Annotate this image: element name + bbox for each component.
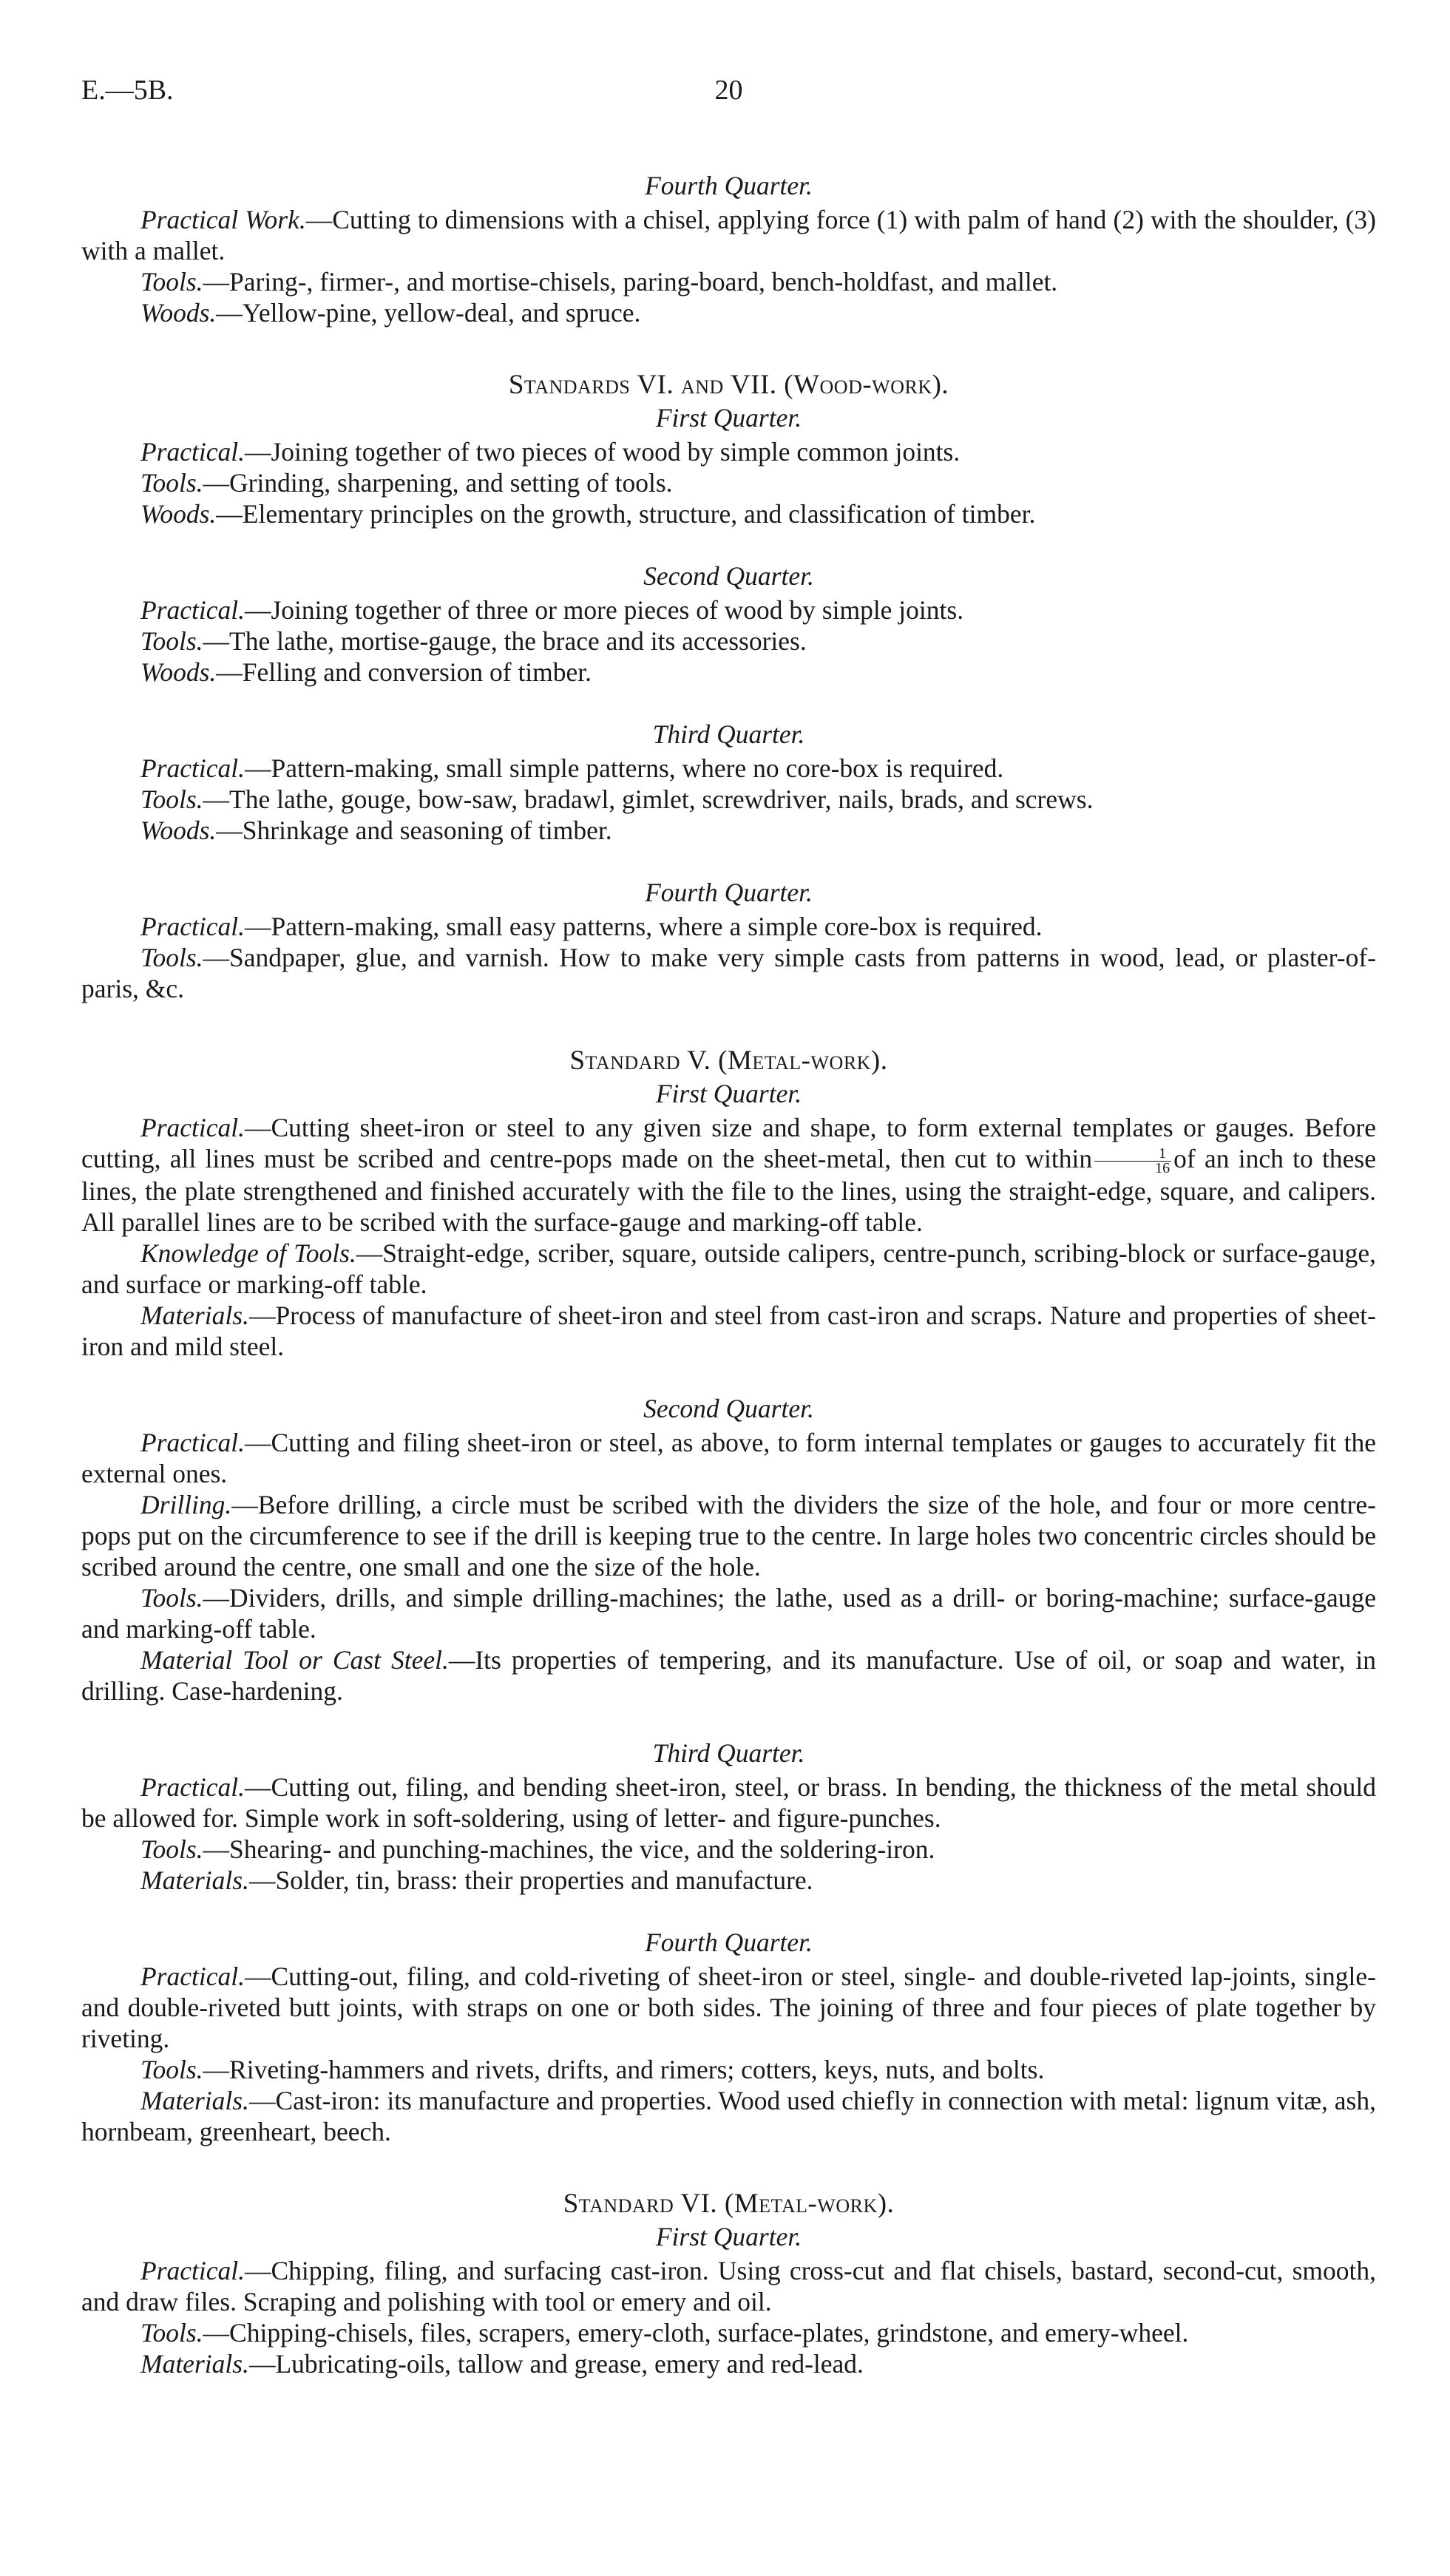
paragraph-text-continued: of an inch to these lines, the plate strengthened and finished accurately with the file to the lines, using the straight-edge, square, and calipers. All parallel lines are to be scribed with the surface-gauge and marking-off table. bbox=[81, 1144, 1376, 1238]
paragraph-lead: Woods. bbox=[140, 816, 217, 845]
paragraph-text: —Before drilling, a circle must be scribed with the dividers the size of the hole, and four or more centre-pops put on the circumference to see if the drill is keeping true to the centre. In large holes two concentric circles should be scribed around the centre, one small and one the size of the hole. bbox=[81, 1490, 1376, 1582]
paragraph-text: —Riveting-hammers and rivets, drifts, and rimers; cotters, keys, nuts, and bolts. bbox=[203, 2055, 1045, 2085]
paragraph-text: —Cutting to dimensions with a chisel, applying force (1) with palm of hand (2) with the shoulder, (3) with a mallet. bbox=[81, 205, 1376, 265]
section-paragraph bbox=[81, 2317, 1376, 2348]
paragraph-text: —Dividers, drills, and simple drilling-machines; the lathe, used as a drill- or boring-machine; surface-gauge and marking-off table. bbox=[81, 1583, 1376, 1644]
paragraph-lead: Practical. bbox=[140, 437, 245, 467]
document-body bbox=[81, 170, 1376, 2379]
quarter-heading: First Quarter. bbox=[655, 1079, 802, 1108]
section-paragraph bbox=[81, 436, 1376, 467]
section-paragraph bbox=[81, 266, 1376, 297]
section-paragraph bbox=[81, 2054, 1376, 2085]
section-paragraph bbox=[81, 204, 1376, 266]
paragraph-lead: Materials. bbox=[140, 1865, 249, 1896]
quarter-heading: Fourth Quarter. bbox=[645, 878, 813, 907]
section-paragraph bbox=[81, 1300, 1376, 1362]
section-paragraph bbox=[81, 626, 1376, 657]
paragraph-lead: Tools. bbox=[140, 468, 203, 498]
paragraph-text: —The lathe, gouge, bow-saw, bradawl, gimlet, screwdriver, nails, brads, and screws. bbox=[203, 784, 1094, 814]
section-paragraph bbox=[81, 753, 1376, 784]
section-paragraph bbox=[81, 2348, 1376, 2379]
paragraph-text: —Elementary principles on the growth, structure, and classification of timber. bbox=[216, 499, 1036, 529]
paragraph-text: —Chipping, filing, and surfacing cast-iron. Using cross-cut and flat chisels, bastard, second-cut, smooth, and draw files. Scraping and polishing with tool or emery and oil. bbox=[81, 2256, 1376, 2317]
paragraph-lead: Knowledge of Tools. bbox=[140, 1238, 356, 1269]
fraction-numerator: 1 bbox=[1094, 1147, 1171, 1162]
section-paragraph bbox=[81, 2085, 1376, 2147]
quarter-heading: First Quarter. bbox=[655, 403, 802, 433]
standard-heading: Standard VI. (Metal-work). bbox=[563, 2189, 895, 2220]
section-paragraph bbox=[81, 594, 1376, 626]
quarter-heading: Second Quarter. bbox=[643, 561, 814, 591]
paragraph-text: —Cutting and filing sheet-iron or steel, as above, to form internal templates or gauges to accurately fit the external ones. bbox=[81, 1428, 1376, 1489]
document-reference: E.—5B. bbox=[81, 75, 174, 106]
section-paragraph bbox=[81, 942, 1376, 1004]
paragraph-lead: Woods. bbox=[140, 657, 217, 687]
fraction-denominator: 16 bbox=[1155, 1160, 1170, 1177]
section-paragraph bbox=[81, 1489, 1376, 1582]
paragraph-lead: Material Tool or Cast Steel. bbox=[140, 1645, 449, 1675]
paragraph-text: —Lubricating-oils, tallow and grease, emery and red-lead. bbox=[248, 2349, 864, 2379]
paragraph-text: —Chipping-chisels, files, scrapers, emery-cloth, surface-plates, grindstone, and emery-wheel. bbox=[203, 2318, 1189, 2348]
paragraph-lead: Practical. bbox=[140, 1113, 245, 1142]
paragraph-lead: Materials. bbox=[140, 2349, 249, 2379]
paragraph-lead: Practical. bbox=[140, 1772, 245, 1803]
quarter-heading: Third Quarter. bbox=[652, 1738, 805, 1769]
quarter-heading: Fourth Quarter. bbox=[645, 1928, 813, 1958]
paragraph-lead: Materials. bbox=[140, 2086, 249, 2116]
paragraph-lead: Practical. bbox=[140, 753, 245, 783]
paragraph-lead: Drilling. bbox=[140, 1490, 232, 1520]
paragraph-lead: Woods. bbox=[140, 499, 217, 529]
section-paragraph bbox=[81, 1582, 1376, 1644]
paragraph-text: —Shearing- and punching-machines, the vice, and the soldering-iron. bbox=[203, 1834, 935, 1865]
paragraph-text: —Joining together of three or more pieces of wood by simple joints. bbox=[244, 595, 964, 625]
section-paragraph bbox=[81, 1238, 1376, 1300]
paragraph-lead: Woods. bbox=[140, 298, 217, 328]
section-paragraph bbox=[81, 911, 1376, 942]
section-paragraph bbox=[81, 1644, 1376, 1706]
paragraph-text: —Paring-, firmer-, and mortise-chisels, paring-board, bench-holdfast, and mallet. bbox=[203, 267, 1058, 296]
paragraph-lead: Tools. bbox=[140, 2055, 203, 2085]
quarter-heading: Second Quarter. bbox=[643, 1394, 814, 1424]
paragraph-lead: Practical. bbox=[140, 912, 245, 941]
paragraph-text: —Joining together of two pieces of wood by simple common joints. bbox=[244, 437, 961, 467]
paragraph-text: —Its properties of tempering, and its manufacture. Use of oil, or soap and water, in drilling. Case-hardening. bbox=[81, 1645, 1376, 1706]
paragraph-lead: Practical. bbox=[140, 1428, 245, 1458]
section-paragraph bbox=[81, 467, 1376, 498]
section-paragraph bbox=[81, 1112, 1376, 1238]
fraction bbox=[1094, 1147, 1171, 1176]
paragraph-lead: Tools. bbox=[140, 943, 203, 972]
section-paragraph bbox=[81, 657, 1376, 688]
paragraph-text: —Shrinkage and seasoning of timber. bbox=[216, 816, 612, 845]
section-paragraph bbox=[81, 1834, 1376, 1865]
section-paragraph bbox=[81, 784, 1376, 815]
quarter-heading: First Quarter. bbox=[655, 2222, 802, 2252]
standard-heading: Standard V. (Metal-work). bbox=[569, 1045, 888, 1076]
paragraph-text: —Cutting sheet-iron or steel to any given size and shape, to form external templates or gauges. Before cutting, all lines must be scribed and centre-pops made on the sheet-metal, then cut to within bbox=[81, 1113, 1376, 1173]
paragraph-text: —Straight-edge, scriber, square, outside calipers, centre-punch, scribing-block or surface-gauge, and surface or marking-off table. bbox=[81, 1238, 1376, 1300]
paragraph-text: —Cutting-out, filing, and cold-riveting of sheet-iron or steel, single- and double-riveted lap-joints, single- and double-riveted butt joints, with straps on one or both sides. The joining of three and four pieces of plate together by riveting. bbox=[81, 1962, 1376, 2054]
paragraph-text: —Cutting out, filing, and bending sheet-iron, steel, or brass. In bending, the thickness of the metal should be allowed for. Simple work in soft-soldering, using of letter- and figure-punches. bbox=[81, 1772, 1376, 1834]
paragraph-lead: Practical Work. bbox=[140, 205, 306, 234]
section-paragraph bbox=[81, 815, 1376, 846]
paragraph-text: —Sandpaper, glue, and varnish. How to make very simple casts from patterns in wood, lead, or plaster-of-paris, &c. bbox=[81, 943, 1376, 1003]
paragraph-text: —The lathe, mortise-gauge, the brace and its accessories. bbox=[203, 626, 807, 656]
section-paragraph bbox=[81, 1772, 1376, 1834]
paragraph-text: —Pattern-making, small simple patterns, where no core-box is required. bbox=[244, 753, 1004, 783]
page-number: 20 bbox=[714, 75, 743, 106]
paragraph-text: —Cast-iron: its manufacture and properties. Wood used chiefly in connection with metal: lignum vitæ, ash, hornbeam, greenheart, beech. bbox=[81, 2086, 1376, 2147]
quarter-heading: Fourth Quarter. bbox=[645, 171, 813, 200]
paragraph-text: —Process of manufacture of sheet-iron and steel from cast-iron and scraps. Nature and properties of sheet-iron and mild steel. bbox=[81, 1301, 1376, 1362]
paragraph-text: —Grinding, sharpening, and setting of tools. bbox=[203, 468, 673, 498]
paragraph-text: —Solder, tin, brass: their properties and manufacture. bbox=[248, 1865, 813, 1896]
section-paragraph bbox=[81, 2255, 1376, 2317]
standard-heading: Standards VI. and VII. (Wood-work). bbox=[508, 370, 949, 400]
paragraph-lead: Tools. bbox=[140, 1834, 203, 1865]
paragraph-lead: Tools. bbox=[140, 626, 203, 656]
quarter-heading: Third Quarter. bbox=[652, 719, 805, 749]
paragraph-lead: Practical. bbox=[140, 595, 245, 625]
paragraph-lead: Practical. bbox=[140, 1962, 245, 1992]
paragraph-lead: Tools. bbox=[140, 267, 203, 296]
section-paragraph bbox=[81, 1865, 1376, 1896]
paragraph-lead: Tools. bbox=[140, 1583, 203, 1613]
paragraph-lead: Materials. bbox=[140, 1301, 249, 1331]
section-paragraph bbox=[81, 1961, 1376, 2054]
section-paragraph bbox=[81, 1427, 1376, 1489]
paragraph-text: —Felling and conversion of timber. bbox=[216, 657, 592, 687]
paragraph-lead: Tools. bbox=[140, 2318, 203, 2348]
page-header bbox=[81, 74, 1376, 118]
paragraph-text: —Yellow-pine, yellow-deal, and spruce. bbox=[216, 298, 641, 328]
section-paragraph bbox=[81, 297, 1376, 328]
paragraph-lead: Tools. bbox=[140, 784, 203, 814]
paragraph-lead: Practical. bbox=[140, 2256, 245, 2286]
section-paragraph bbox=[81, 498, 1376, 529]
paragraph-text: —Pattern-making, small easy patterns, where a simple core-box is required. bbox=[244, 912, 1043, 941]
